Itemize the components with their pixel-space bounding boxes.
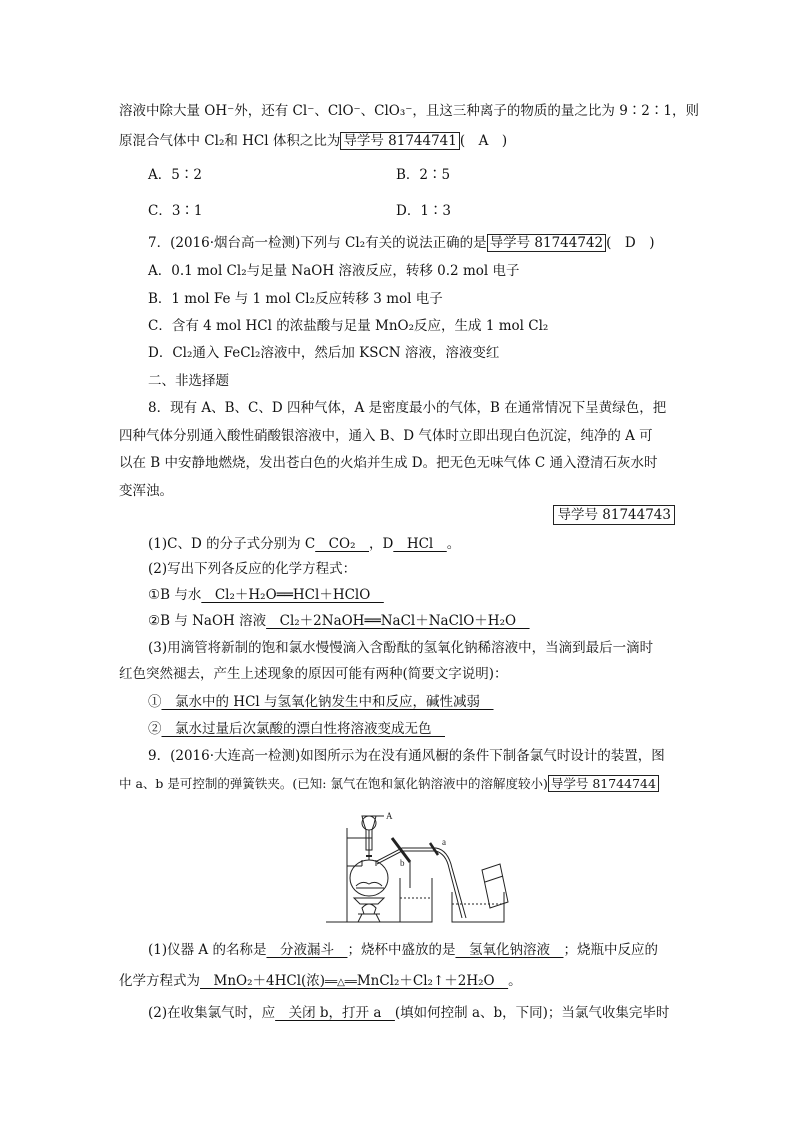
q9-part1-line1: [148, 940, 658, 960]
q9-part2-end: (填如何控制 a、b，下同)；当氯气收集完毕时: [394, 1005, 670, 1021]
q8-stem-line-2: 四种气体分别通入酸性硝酸银溶液中，通入 B、D 气体时立即出现白色沉淀，纯净的 A 可: [119, 428, 653, 444]
q9-part1-line2-text: 化学方程式为: [119, 973, 200, 989]
q9-line2-text: 中 a、b 是可控制的弹簧铁夹。(已知: 氯气在饱和氯化钠溶液中的溶解度较小): [119, 776, 548, 791]
q9-part1-text: (1)仪器 A 的名称是: [148, 942, 267, 958]
apparatus-figure: [322, 808, 518, 926]
q8-stem-line-1: 8．现有 A、B、C、D 四种气体，A 是密度最小的气体，B 在通常情况下呈黄绿色，把: [148, 400, 667, 416]
q9-part1-mid: ；烧杯中盛放的是: [347, 942, 456, 958]
q8-part3a-answer: 氯水中的 HCl 与氢氧化钠发生中和反应，碱性减弱: [161, 694, 494, 710]
q8-part1-answer-d: HCl: [393, 536, 447, 552]
q8-part2a-answer: Cl₂＋H₂O══HCl＋HClO: [201, 587, 384, 603]
q8-part1-end: 。: [446, 536, 461, 552]
figure-label-a-lower: a: [442, 837, 446, 847]
q9-part1-end: ；烧瓶中反应的: [563, 942, 658, 958]
q7-stem-line: [148, 233, 655, 253]
q9-part2-text: (2)在收集氯气时，应: [148, 1005, 276, 1021]
q6-ref-box: 导学号 81744741: [340, 132, 460, 150]
q6-option-b: B．2∶5: [396, 167, 451, 183]
q8-stem-line-3: 以在 B 中安静地燃烧，发出苍白色的火焰并生成 D。把无色无味气体 C 通入澄清石灰水时: [119, 455, 658, 471]
q6-option-d: D．1∶3: [396, 203, 452, 219]
q8-part3-line2: 红色突然褪去，产生上述现象的原因可能有两种(简要文字说明)：: [119, 666, 508, 682]
q6-line2-text: 原混合气体中 Cl₂和 HCl 体积之比为: [119, 133, 341, 149]
q6-answer: ( A ): [459, 133, 508, 149]
q6-option-c: C．3∶1: [148, 203, 203, 219]
q8-ref-box: 导学号 81744743: [553, 505, 675, 525]
q8-part3a: [148, 692, 494, 712]
q9-equation-right: MnCl₂＋Cl₂↑＋2H₂O: [356, 973, 509, 989]
q8-part1-mid: ，D: [369, 536, 394, 552]
q8-part2b: [148, 611, 530, 631]
q8-part1-text: (1)C、D 的分子式分别为 C: [148, 536, 316, 552]
q8-part3b-num: ②: [148, 721, 162, 737]
figure-label-b: b: [400, 858, 405, 868]
q8-part3b-answer: 氯水过量后次氯酸的漂白性将溶液变成无色: [161, 721, 445, 737]
q9-part1-line2: [119, 971, 522, 993]
q9-line2: [119, 774, 659, 794]
q8-part2b-answer: Cl₂＋2NaOH══NaCl＋NaClO＋H₂O: [266, 613, 530, 629]
q8-part3b: [148, 719, 445, 739]
q6-option-a: A．5∶2: [148, 167, 202, 183]
q8-part1: [148, 534, 460, 554]
q9-equation-arrow: ══△══: [325, 977, 357, 988]
q9-part2: [148, 1003, 669, 1023]
q9-ref-box: 导学号 81744744: [548, 775, 659, 792]
q7-option-b: B．1 mol Fe 与 1 mol Cl₂反应转移 3 mol 电子: [148, 291, 443, 307]
q9-part1-answer-a: 分液漏斗: [266, 942, 348, 958]
figure-label-a-upper: A: [386, 811, 393, 821]
q7-option-a: A．0.1 mol Cl₂与足量 NaOH 溶液反应，转移 0.2 mol 电子: [148, 263, 520, 279]
q8-part2: (2)写出下列各反应的化学方程式：: [148, 561, 357, 577]
q9-part1-answer-b: 氢氧化钠溶液: [455, 942, 564, 958]
q9-line1: 9．(2016·大连高一检测)如图所示为在没有通风橱的条件下制备氯气时设计的装置，图: [148, 748, 665, 764]
q9-equation-left: MnO₂＋4HCl(浓): [200, 973, 326, 989]
q7-option-c: C．含有 4 mol HCl 的浓盐酸与足量 MnO₂反应，生成 1 mol Cl₂: [148, 318, 549, 334]
q8-part3a-num: ①: [148, 694, 162, 710]
q9-part1-line2-end: 。: [508, 973, 522, 989]
section-heading: 二、非选择题: [148, 373, 229, 389]
q8-stem-line-4: 变浑浊。: [119, 483, 173, 499]
q8-part2a: [148, 585, 384, 605]
q7-option-d: D．Cl₂通入 FeCl₂溶液中，然后加 KSCN 溶液，溶液变红: [148, 345, 500, 361]
q7-ref-box: 导学号 81744742: [487, 234, 607, 252]
q7-answer: ( D ): [606, 235, 655, 251]
q9-part2-answer: 关闭 b，打开 a: [275, 1005, 395, 1021]
q6-line2: [119, 131, 507, 151]
q7-stem: 7．(2016·烟台高一检测)下列与 Cl₂有关的说法正确的是: [148, 235, 487, 251]
q8-part2a-text: ①B 与水: [148, 587, 202, 603]
q8-part2b-text: ②B 与 NaOH 溶液: [148, 613, 267, 629]
q6-line1: 溶液中除大量 OH⁻外，还有 Cl⁻、ClO⁻、ClO₃⁻，且这三种离子的物质的量之比为 9∶2∶1，则: [119, 103, 699, 119]
q8-part1-answer-c: CO₂: [315, 536, 369, 552]
q8-part3-line1: (3)用滴管将新制的饱和氯水慢慢滴入含酚酞的氢氧化钠稀溶液中，当滴到最后一滴时: [148, 640, 654, 656]
